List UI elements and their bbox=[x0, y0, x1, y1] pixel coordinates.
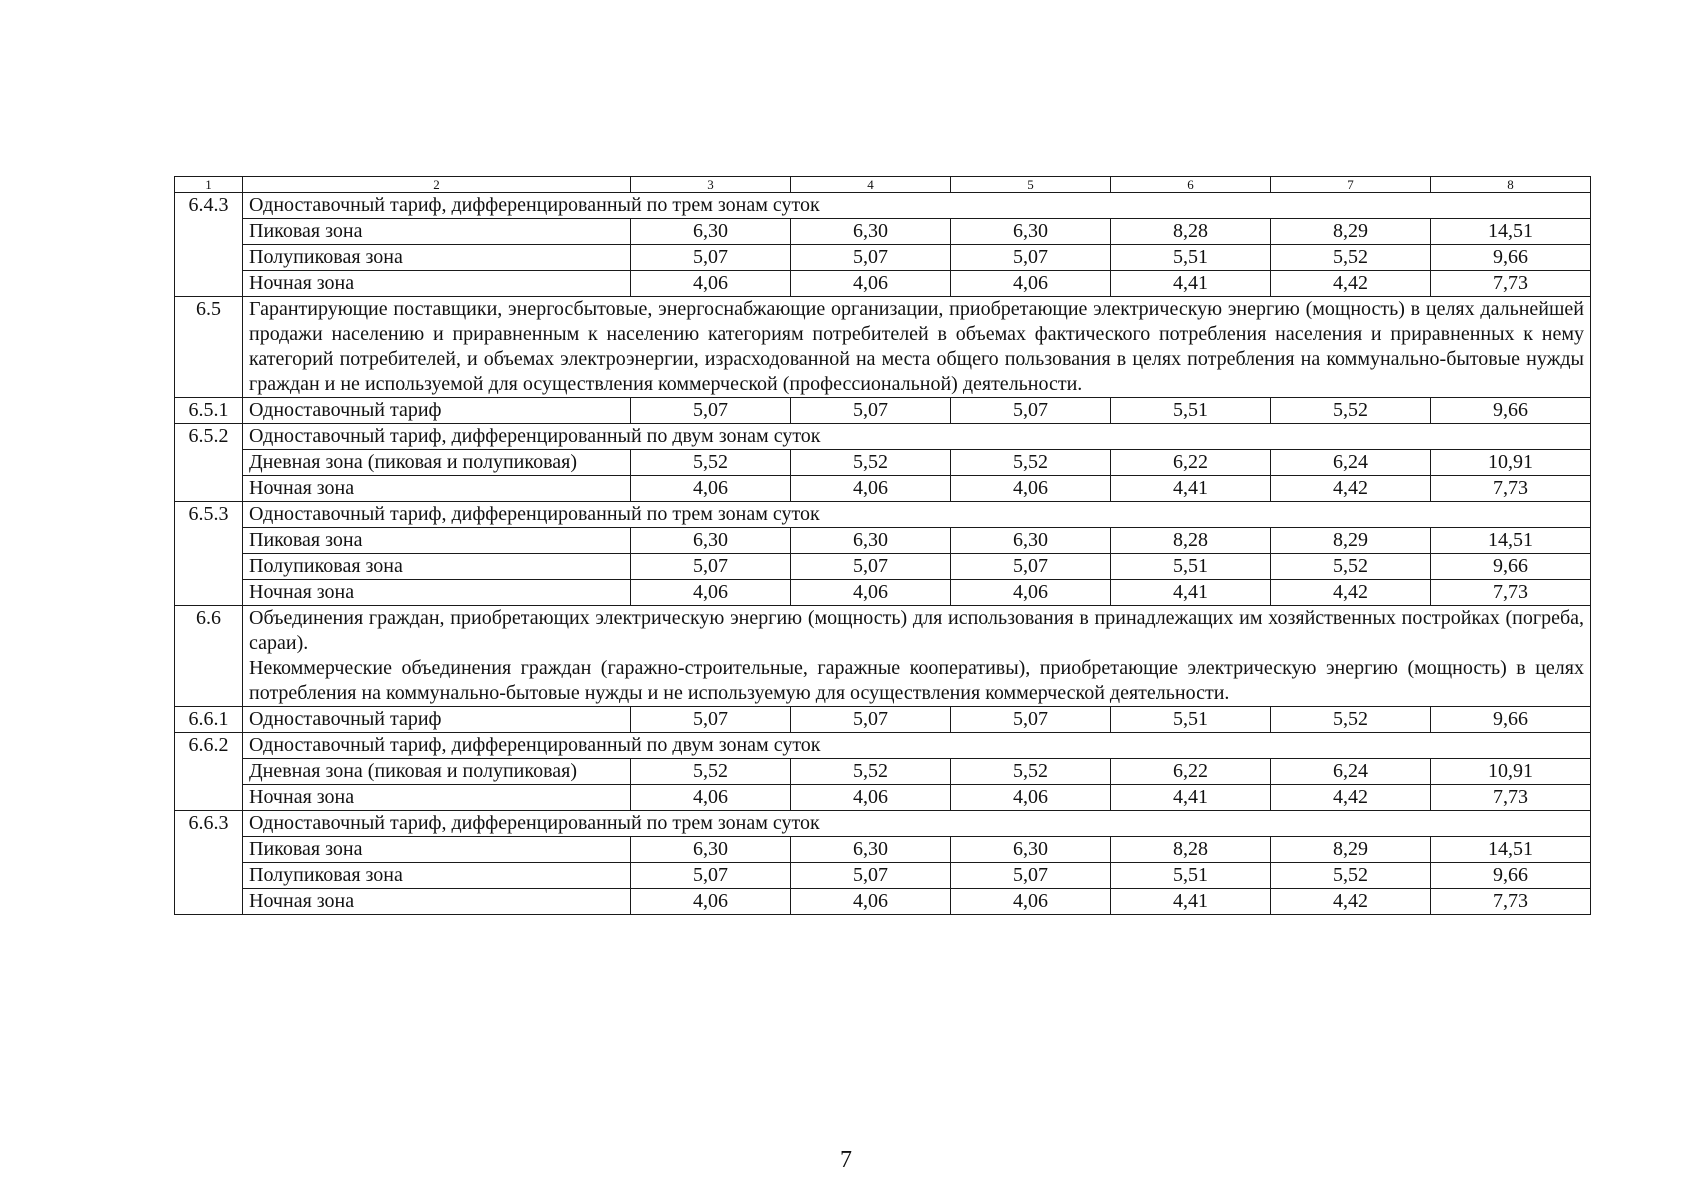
value-cell: 9,66 bbox=[1431, 707, 1591, 733]
value-cell: 5,07 bbox=[951, 554, 1111, 580]
value-cell: 5,07 bbox=[631, 398, 791, 424]
table-row bbox=[175, 450, 1591, 476]
column-number: 7 bbox=[1271, 177, 1431, 193]
value-cell: 6,30 bbox=[791, 528, 951, 554]
table-row bbox=[175, 554, 1591, 580]
value-cell: 4,41 bbox=[1111, 580, 1271, 606]
section-title: Одноставочный тариф, дифференцированный по двум зонам суток bbox=[243, 733, 1591, 759]
value-cell: 4,06 bbox=[951, 271, 1111, 297]
value-cell: 4,06 bbox=[791, 476, 951, 502]
zone-label: Полупиковая зона bbox=[243, 245, 631, 271]
column-number-row bbox=[175, 177, 1591, 193]
value-cell: 5,52 bbox=[1271, 398, 1431, 424]
value-cell: 8,28 bbox=[1111, 528, 1271, 554]
value-cell: 4,06 bbox=[631, 889, 791, 915]
tariff-label: Одноставочный тариф bbox=[243, 707, 631, 733]
value-cell: 6,30 bbox=[631, 837, 791, 863]
value-cell: 5,07 bbox=[631, 245, 791, 271]
table-row bbox=[175, 889, 1591, 915]
zone-label: Пиковая зона bbox=[243, 528, 631, 554]
value-cell: 5,51 bbox=[1111, 863, 1271, 889]
value-cell: 10,91 bbox=[1431, 759, 1591, 785]
zone-label: Ночная зона bbox=[243, 271, 631, 297]
value-cell: 4,06 bbox=[951, 580, 1111, 606]
page-number: 7 bbox=[840, 1147, 852, 1173]
zone-label: Пиковая зона bbox=[243, 837, 631, 863]
value-cell: 14,51 bbox=[1431, 837, 1591, 863]
section-row-6-6 bbox=[175, 606, 1591, 707]
value-cell: 6,30 bbox=[951, 528, 1111, 554]
column-number: 1 bbox=[175, 177, 243, 193]
value-cell: 4,06 bbox=[791, 785, 951, 811]
zone-label: Дневная зона (пиковая и полупиковая) bbox=[243, 759, 631, 785]
column-number: 6 bbox=[1111, 177, 1271, 193]
value-cell: 5,07 bbox=[951, 398, 1111, 424]
value-cell: 6,30 bbox=[631, 219, 791, 245]
value-cell: 6,24 bbox=[1271, 759, 1431, 785]
value-cell: 5,51 bbox=[1111, 554, 1271, 580]
value-cell: 7,73 bbox=[1431, 580, 1591, 606]
row-code: 6.6.3 bbox=[175, 811, 243, 915]
description-paragraph: Объединения граждан, приобретающих электрическую энергию (мощность) для использования в принадлежащих им хозяйственных постройках (погреба, сараи). bbox=[249, 607, 1584, 654]
row-code: 6.6.1 bbox=[175, 707, 243, 733]
value-cell: 4,06 bbox=[631, 580, 791, 606]
table-row bbox=[175, 245, 1591, 271]
row-code: 6.6 bbox=[175, 606, 243, 707]
value-cell: 5,07 bbox=[631, 554, 791, 580]
column-number: 3 bbox=[631, 177, 791, 193]
value-cell: 4,06 bbox=[791, 889, 951, 915]
table-row bbox=[175, 476, 1591, 502]
value-cell: 5,51 bbox=[1111, 245, 1271, 271]
value-cell: 4,06 bbox=[951, 889, 1111, 915]
zone-label: Пиковая зона bbox=[243, 219, 631, 245]
value-cell: 14,51 bbox=[1431, 528, 1591, 554]
value-cell: 7,73 bbox=[1431, 476, 1591, 502]
section-row-6-5-3 bbox=[175, 502, 1591, 528]
value-cell: 6,22 bbox=[1111, 450, 1271, 476]
table-row bbox=[175, 580, 1591, 606]
table-row bbox=[175, 271, 1591, 297]
value-cell: 5,51 bbox=[1111, 707, 1271, 733]
value-cell: 5,52 bbox=[631, 759, 791, 785]
value-cell: 4,42 bbox=[1271, 889, 1431, 915]
column-number: 2 bbox=[243, 177, 631, 193]
zone-label: Ночная зона bbox=[243, 785, 631, 811]
section-row-6-6-2 bbox=[175, 733, 1591, 759]
value-cell: 9,66 bbox=[1431, 398, 1591, 424]
value-cell: 5,07 bbox=[631, 707, 791, 733]
value-cell: 5,52 bbox=[791, 450, 951, 476]
value-cell: 4,41 bbox=[1111, 271, 1271, 297]
value-cell: 14,51 bbox=[1431, 219, 1591, 245]
column-number: 4 bbox=[791, 177, 951, 193]
value-cell: 4,42 bbox=[1271, 271, 1431, 297]
column-number: 8 bbox=[1431, 177, 1591, 193]
value-cell: 5,52 bbox=[1271, 554, 1431, 580]
value-cell: 4,42 bbox=[1271, 785, 1431, 811]
table-row bbox=[175, 863, 1591, 889]
value-cell: 6,24 bbox=[1271, 450, 1431, 476]
value-cell: 4,06 bbox=[791, 271, 951, 297]
value-cell: 5,52 bbox=[951, 759, 1111, 785]
value-cell: 6,30 bbox=[951, 219, 1111, 245]
value-cell: 7,73 bbox=[1431, 271, 1591, 297]
value-cell: 5,07 bbox=[791, 707, 951, 733]
row-code: 6.5.3 bbox=[175, 502, 243, 606]
section-row-6-4-3 bbox=[175, 193, 1591, 219]
value-cell: 5,07 bbox=[951, 707, 1111, 733]
section-title: Одноставочный тариф, дифференцированный по трем зонам суток bbox=[243, 502, 1591, 528]
table-row bbox=[175, 837, 1591, 863]
value-cell: 4,41 bbox=[1111, 476, 1271, 502]
zone-label: Полупиковая зона bbox=[243, 554, 631, 580]
value-cell: 6,30 bbox=[791, 837, 951, 863]
value-cell: 5,07 bbox=[791, 863, 951, 889]
value-cell: 9,66 bbox=[1431, 863, 1591, 889]
value-cell: 8,28 bbox=[1111, 837, 1271, 863]
value-cell: 5,52 bbox=[791, 759, 951, 785]
value-cell: 4,42 bbox=[1271, 580, 1431, 606]
zone-label: Полупиковая зона bbox=[243, 863, 631, 889]
value-cell: 4,06 bbox=[791, 580, 951, 606]
row-code: 6.4.3 bbox=[175, 193, 243, 297]
value-cell: 5,52 bbox=[1271, 245, 1431, 271]
value-cell: 6,22 bbox=[1111, 759, 1271, 785]
table-row bbox=[175, 785, 1591, 811]
value-cell: 4,42 bbox=[1271, 476, 1431, 502]
table-row bbox=[175, 528, 1591, 554]
value-cell: 10,91 bbox=[1431, 450, 1591, 476]
tariff-label: Одноставочный тариф bbox=[243, 398, 631, 424]
value-cell: 4,06 bbox=[631, 271, 791, 297]
value-cell: 4,41 bbox=[1111, 889, 1271, 915]
section-description bbox=[243, 606, 1591, 707]
zone-label: Ночная зона bbox=[243, 889, 631, 915]
zone-label: Ночная зона bbox=[243, 580, 631, 606]
value-cell: 5,52 bbox=[1271, 863, 1431, 889]
section-title: Одноставочный тариф, дифференцированный по трем зонам суток bbox=[243, 811, 1591, 837]
table-row bbox=[175, 219, 1591, 245]
value-cell: 5,07 bbox=[631, 863, 791, 889]
row-code: 6.5.2 bbox=[175, 424, 243, 502]
value-cell: 5,52 bbox=[631, 450, 791, 476]
section-row-6-5-2 bbox=[175, 424, 1591, 450]
section-row-6-6-3 bbox=[175, 811, 1591, 837]
description-paragraph: Некоммерческие объединения граждан (гаражно-строительные, гаражные кооперативы), приобретающие электрическую энергию (мощность) в целях потребления на коммунально-бытовые нужды и не используемую для осуществления коммерческой деятельности. bbox=[249, 657, 1584, 704]
value-cell: 9,66 bbox=[1431, 554, 1591, 580]
value-cell: 5,07 bbox=[791, 398, 951, 424]
section-title: Одноставочный тариф, дифференцированный по двум зонам суток bbox=[243, 424, 1591, 450]
value-cell: 8,29 bbox=[1271, 837, 1431, 863]
value-cell: 6,30 bbox=[631, 528, 791, 554]
value-cell: 6,30 bbox=[951, 837, 1111, 863]
row-code: 6.5 bbox=[175, 297, 243, 398]
value-cell: 4,06 bbox=[631, 476, 791, 502]
value-cell: 5,07 bbox=[791, 554, 951, 580]
value-cell: 8,29 bbox=[1271, 528, 1431, 554]
value-cell: 7,73 bbox=[1431, 889, 1591, 915]
section-row-6-5 bbox=[175, 297, 1591, 398]
section-description: Гарантирующие поставщики, энергосбытовые, энергоснабжающие организации, приобретающие электрическую энергию (мощность) в целях дальнейшей продажи населению и приравненным к населению категориям потребителей в объемах фактического потребления населения и приравненных к нему категорий потребителей, и объемах электроэнергии, израсходованной на места общего пользования в целях потребления на коммунально-бытовые нужды граждан и не используемой для осуществления коммерческой (профессиональной) деятельности. bbox=[243, 297, 1591, 398]
zone-label: Дневная зона (пиковая и полупиковая) bbox=[243, 450, 631, 476]
value-cell: 8,28 bbox=[1111, 219, 1271, 245]
value-cell: 5,07 bbox=[791, 245, 951, 271]
tariff-table bbox=[174, 176, 1591, 915]
row-code: 6.5.1 bbox=[175, 398, 243, 424]
value-cell: 4,06 bbox=[951, 785, 1111, 811]
value-cell: 5,51 bbox=[1111, 398, 1271, 424]
value-cell: 4,06 bbox=[951, 476, 1111, 502]
value-cell: 5,52 bbox=[951, 450, 1111, 476]
value-cell: 4,41 bbox=[1111, 785, 1271, 811]
value-cell: 5,07 bbox=[951, 863, 1111, 889]
table-row bbox=[175, 759, 1591, 785]
zone-label: Ночная зона bbox=[243, 476, 631, 502]
value-cell: 8,29 bbox=[1271, 219, 1431, 245]
value-cell: 5,07 bbox=[951, 245, 1111, 271]
row-code: 6.6.2 bbox=[175, 733, 243, 811]
section-row-6-5-1 bbox=[175, 398, 1591, 424]
value-cell: 9,66 bbox=[1431, 245, 1591, 271]
value-cell: 6,30 bbox=[791, 219, 951, 245]
section-row-6-6-1 bbox=[175, 707, 1591, 733]
value-cell: 7,73 bbox=[1431, 785, 1591, 811]
column-number: 5 bbox=[951, 177, 1111, 193]
value-cell: 4,06 bbox=[631, 785, 791, 811]
section-title: Одноставочный тариф, дифференцированный по трем зонам суток bbox=[243, 193, 1591, 219]
value-cell: 5,52 bbox=[1271, 707, 1431, 733]
